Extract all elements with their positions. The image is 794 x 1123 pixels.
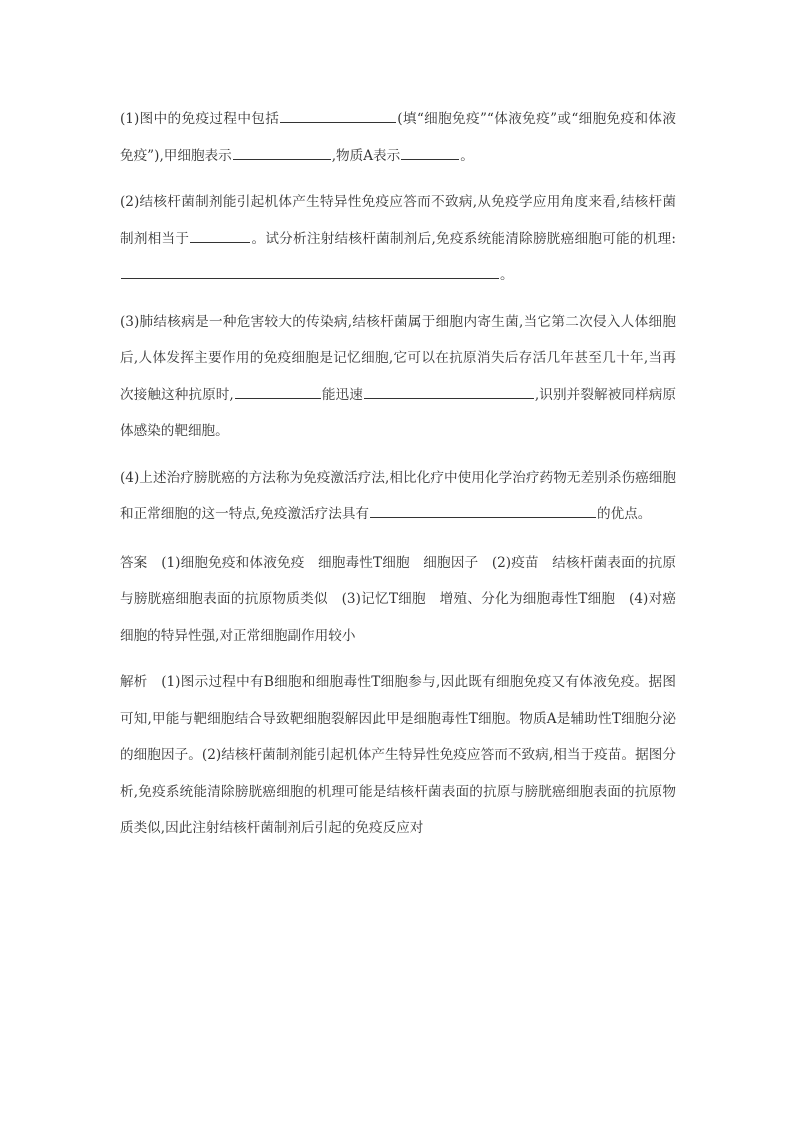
question-2-text-b: 。试分析注射结核杆菌制剂后,免疫系统能清除膀胱癌细胞可能的机理: (251, 230, 676, 247)
answer-item: 细胞因子 (423, 554, 479, 571)
answer-item: (4)对癌细胞的特异性强,对正常细胞副作用较小 (120, 591, 677, 644)
answer-blank (233, 145, 331, 160)
answer-blank (235, 384, 321, 399)
question-1-text-a: (1)图中的免疫过程中包括 (120, 111, 280, 127)
question-2 (120, 184, 676, 294)
question-1-text-d: 。 (460, 147, 474, 164)
analysis-section (120, 664, 676, 847)
question-3-text-c: ,识别并裂解被同样病原体感染的靶细胞。 (120, 386, 677, 439)
answer-blank (401, 145, 459, 160)
answer-blank (121, 264, 499, 279)
answer-item: (3)记忆T细胞 (341, 591, 426, 607)
answer-item: (1)细胞免疫和体液免疫 (161, 554, 305, 571)
question-3 (120, 304, 676, 450)
question-2-text-c: 。 (500, 267, 514, 283)
answer-item: 增殖、分化为细胞毒性T细胞 (439, 591, 616, 607)
question-3-text-a: (3)肺结核病是一种危害较大的传染病,结核杆菌属于细胞内寄生菌,当它第二次侵入人体细胞后,人体发挥主要作用的免疫细胞是记忆细胞,它可以在抗原消失后存活几年甚至几十年,当再次接触这种抗原时, (120, 313, 676, 403)
question-4-text-a: (4)上述治疗膀胱癌的方法称为免疫激活疗法,相比化疗中使用化学治疗药物无差别杀伤癌细胞和正常细胞的这一特点,免疫激活疗法具有 (120, 469, 676, 522)
answer-item: 结核杆菌表面的抗原与膀胱癌细胞表面的抗原物质类似 (120, 554, 677, 607)
answer-blank (370, 503, 596, 518)
analysis-label: 解析 (120, 674, 148, 690)
document-content (120, 101, 676, 857)
answer-item: 细胞毒性T细胞 (317, 554, 410, 571)
analysis-text: (1)图示过程中有B细胞和细胞毒性T细胞参与,因此既有细胞免疫又有体液免疫。据图可知,甲能与靶细胞结合导致靶细胞裂解因此甲是细胞毒性T细胞。物质A是辅助性T细胞分泌的细胞因子。(2)结核杆菌制剂能引起机体产生特异性免疫应答而不致病,相当于疫苗。据图分析,免疫系统能清除膀胱癌细胞的机理可能是结核杆菌表面的抗原与膀胱癌细胞表面的抗原物质类似,因此注射结核杆菌制剂后引起的免疫反应对 (120, 674, 676, 836)
question-4-text-b: 的优点。 (597, 506, 652, 522)
answer-blank (364, 384, 534, 399)
question-1-text-c: ,物质A表示 (331, 147, 401, 164)
answer-item: (2)疫苗 (491, 554, 539, 571)
question-3-text-b: 能迅速 (321, 386, 363, 403)
question-2-text-a: (2)结核杆菌制剂能引起机体产生特异性免疫应答而不致病,从免疫学应用角度来看,结核杆菌制剂相当于 (120, 194, 676, 247)
answer-blank (190, 228, 250, 243)
answer-section (120, 545, 676, 655)
question-1 (120, 101, 676, 174)
answer-blank (280, 108, 396, 123)
question-1-text-b: (填“细胞免疫”“体液免疫”或“细胞免疫和体液免疫”),甲细胞表示 (120, 111, 676, 164)
question-4 (120, 460, 676, 533)
answer-label: 答案 (120, 554, 148, 571)
